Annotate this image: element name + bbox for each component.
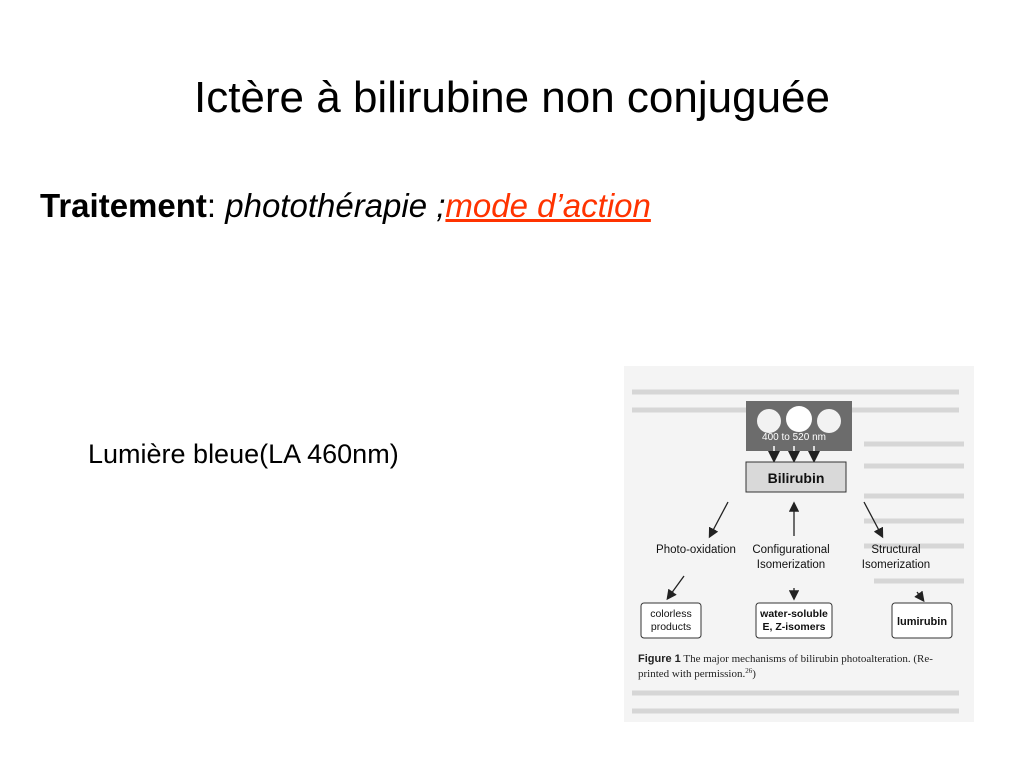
slide-title: Ictère à bilirubine non conjuguée [193, 73, 830, 122]
lamp-icon [746, 401, 852, 451]
wavelength-label: 400 to 520 nm [762, 432, 826, 443]
mechanism-diagram [624, 366, 974, 722]
product-lumirubin: lumirubin [896, 616, 948, 628]
product-water-soluble: water-soluble E, Z-isomers [760, 608, 828, 633]
caption-superscript: 26 [745, 667, 753, 675]
subtitle-label: Traitement [40, 187, 207, 224]
product-colorless: colorless products [650, 608, 692, 633]
subtitle-colon: : [206, 187, 226, 224]
bilirubin-label: Bilirubin [767, 470, 825, 486]
mechanism-configurational: Configurational Isomerization [752, 544, 830, 571]
mode-action-link[interactable]: mode d’action [445, 187, 651, 224]
body-text: Lumière bleue(LA 460nm) [88, 439, 399, 469]
mechanism-arrows [710, 502, 882, 536]
mechanism-photo-oxidation: Photo-oxidation [656, 544, 736, 556]
subtitle-therapy: photothérapie ; [225, 187, 446, 224]
caption-line-1: The major mechanisms of bilirubin photoalteration. (Re- [683, 653, 933, 665]
subtitle-line [40, 184, 651, 228]
caption-line-2: printed with permission. [638, 668, 746, 680]
caption-label: Figure 1 [638, 653, 681, 665]
figure-caption [638, 653, 936, 680]
figure-image [624, 366, 974, 722]
mechanism-structural: Structural Isomerization [861, 544, 931, 571]
caption-close: ) [752, 668, 756, 680]
